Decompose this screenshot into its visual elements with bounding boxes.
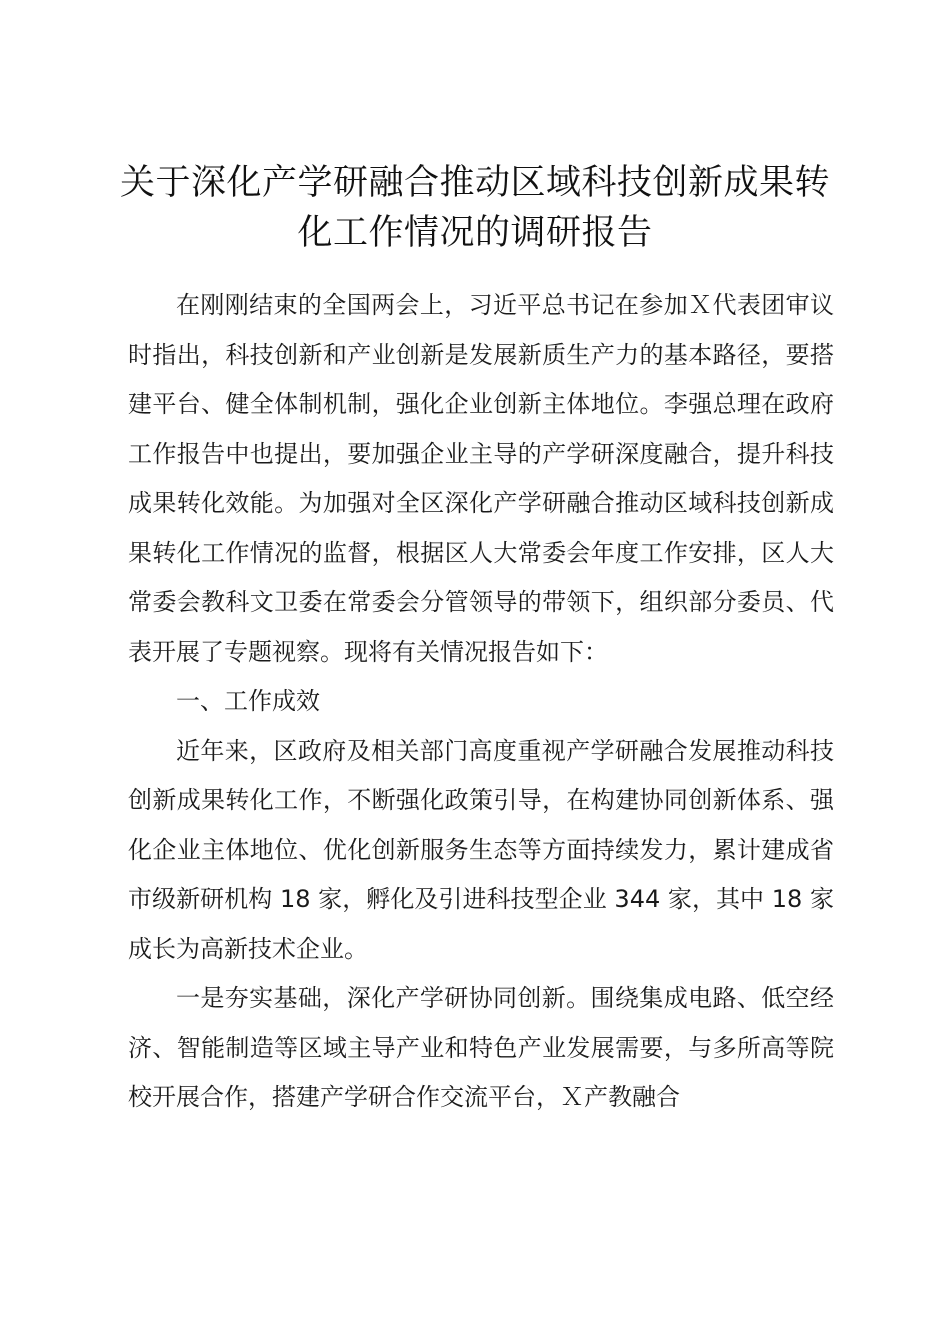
paragraph-intro: 在刚刚结束的全国两会上，习近平总书记在参加Ｘ代表团审议时指出，科技创新和产业创新是发展新质生产力的基本路径，要搭建平台、健全体制机制，强化企业创新主体地位。李强总理在政府工作报告中也提出，要加强企业主导的产学研深度融合，提升科技成果转化效能。为加强对全区深化产学研融合推动区域科技创新成果转化工作情况的监督，根据区人大常委会年度工作安排，区人大常委会教科文卫委在常委会分管领导的带领下，组织部分委员、代表开展了专题视察。现将有关情况报告如下：	[128, 291, 834, 666]
title-line-1: 关于深化产学研融合推动区域科技创新成果转	[119, 163, 830, 203]
paragraph-point-one: 一是夯实基础，深化产学研协同创新。围绕集成电路、低空经济、智能制造等区域主导产业和特色产业发展需要，与多所高等院校开展合作，搭建产学研合作交流平台，Ｘ产教融合	[128, 984, 834, 1111]
document-title	[110, 158, 840, 258]
paragraph-achievements-summary: 近年来，区政府及相关部门高度重视产学研融合发展推动科技创新成果转化工作，不断强化政策引导，在构建协同创新体系、强化企业主体地位、优化创新服务生态等方面持续发力，累计建成省市级新研机构 18 家，孵化及引进科技型企业 344 家，其中 18 家成长为高新技术企业。	[128, 736, 834, 963]
document-body	[128, 281, 834, 1123]
title-line-2: 化工作情况的调研报告	[297, 213, 653, 253]
section-heading-achievements: 一、工作成效	[176, 687, 320, 715]
